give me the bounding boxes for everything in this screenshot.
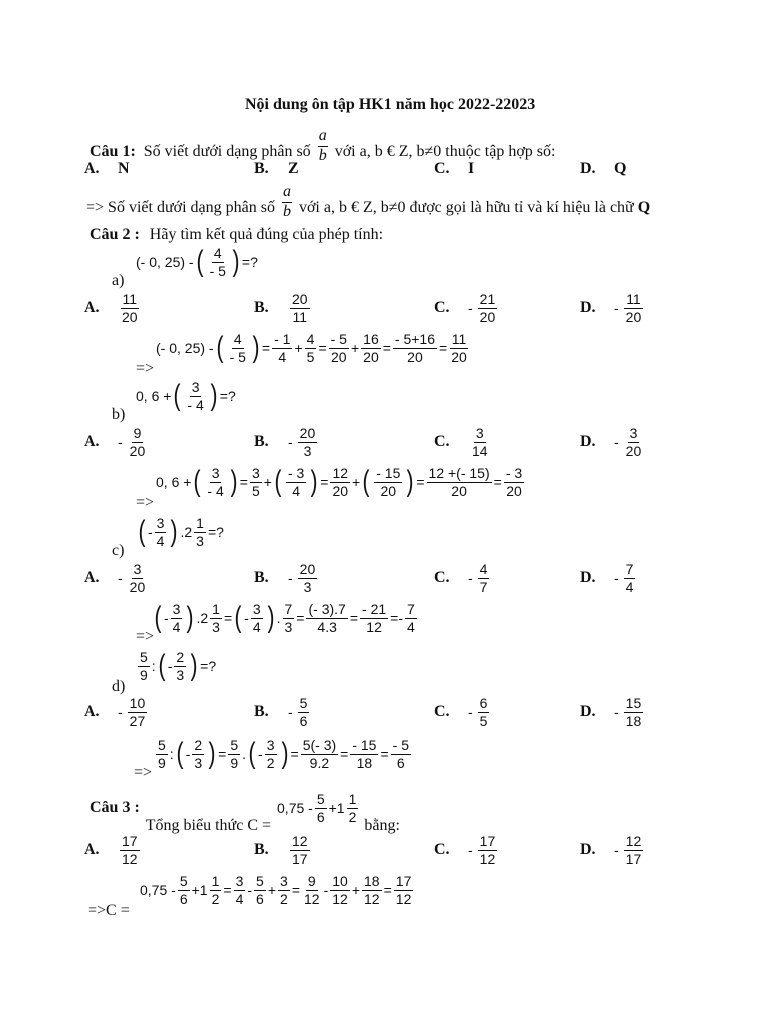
question-2-label: Câu 2 : [90, 226, 140, 243]
q2a-option-c: C. - $\frac{21}{20}$ [434, 291, 496, 325]
q2b-option-b: B. - $\frac{20}{3}$ [254, 425, 316, 459]
question-3-answer-prefix: =>C = [88, 902, 130, 919]
q2a-option-a: A. $\frac{11}{20}$ [84, 291, 138, 325]
solution-2a: (- 0, 25) - ( $\frac{4}{- 5}$ ) = $\frac{- 1}{4}$ + $\frac{4}{5}$ = $\frac{- 5}{20}$ + $\frac{16}{20}$ = $\frac{- 5+16}{20}$ = $\frac{11}{20}$ [156, 331, 467, 365]
part-label-d: d) [112, 678, 126, 695]
q2d-option-c: C. - $\frac{6}{5}$ [434, 695, 488, 729]
fraction-a-over-b: $\frac{a}{b}$ [318, 127, 327, 164]
expression-2a: (- 0, 25) - ( $\frac{4}{- 5}$ ) =? [136, 245, 258, 279]
q1-option-d: D. Q [580, 160, 627, 177]
question-1-text-after: với a, b € Z, b≠0 thuộc tập hợp số: [334, 143, 556, 161]
q2c-option-b: B. - $\frac{20}{3}$ [254, 561, 316, 595]
question-1 [90, 127, 556, 171]
question-3-text-after: bằng: [364, 817, 400, 835]
solution-2d: $\frac{5}{9}$ : ( - $\frac{2}{3}$ ) = $\frac{5}{9}$ . ( - $\frac{3}{2}$ ) = $\frac{5(- 3)}{9.2}$ = $\frac{- 15}{18}$ = $\frac{- 5}{6}$ [158, 737, 409, 771]
question-3-text-before: Tổng biểu thức C = [145, 817, 272, 835]
q2d-option-b: B. - $\frac{5}{6}$ [254, 695, 308, 729]
expression-2c: ( - $\frac{3}{4}$ ) .2 $\frac{1}{3}$ =? [138, 515, 224, 549]
q2c-option-c: C. - $\frac{4}{7}$ [434, 561, 488, 595]
q2b-option-a: A. - $\frac{9}{20}$ [84, 425, 146, 459]
q3-option-d: D. - $\frac{12}{17}$ [580, 833, 642, 867]
q2a-option-b: B. $\frac{20}{11}$ [254, 291, 308, 325]
q2d-option-a: A. - $\frac{10}{27}$ [84, 695, 146, 729]
q3-option-c: C. - $\frac{17}{12}$ [434, 833, 496, 867]
arrow: => [134, 764, 153, 781]
part-label-a: a) [112, 272, 125, 289]
question-1-text-before: Số viết dưới dạng phân số [143, 143, 311, 161]
expression-2d: $\frac{5}{9}$ : ( - $\frac{2}{3}$ ) =? [140, 649, 217, 683]
question-1-answer-text: với a, b € Z, b≠0 được gọi là hữu tỉ và kí hiệu là chữ [298, 199, 634, 217]
q1-option-c: C. I [434, 160, 475, 177]
question-1-answer-letter: Q [637, 199, 651, 217]
question-1-answer-prefix: => Số viết dưới dạng phân số [86, 199, 275, 217]
question-2-text: Hãy tìm kết quả đúng của phép tính: [149, 226, 384, 243]
q2d-option-d: D. - $\frac{15}{18}$ [580, 695, 642, 729]
expression-3: 0,75 - $\frac{5}{6}$ +1 $\frac{1}{2}$ [277, 791, 357, 825]
question-2 [90, 226, 383, 244]
arrow: => [136, 494, 155, 511]
part-label-b: b) [112, 406, 126, 423]
question-1-answer [86, 183, 651, 227]
q2b-option-d: D. - $\frac{3}{20}$ [580, 425, 642, 459]
part-label-c: c) [112, 542, 125, 559]
q2b-option-c: C. $\frac{3}{14}$ [434, 425, 488, 459]
q1-option-b: B. Z [254, 160, 299, 177]
question-1-label: Câu 1: [90, 143, 136, 161]
arrow: => [136, 628, 155, 645]
question-3-label: Câu 3 : [90, 799, 140, 817]
q2c-option-d: D. - $\frac{7}{4}$ [580, 561, 634, 595]
q3-option-a: A. $\frac{17}{12}$ [84, 833, 138, 867]
q2a-option-d: D. - $\frac{11}{20}$ [580, 291, 642, 325]
q3-option-b: B. $\frac{12}{17}$ [254, 833, 308, 867]
solution-2b: 0, 6 + ( $\frac{3}{- 4}$ ) = $\frac{3}{5}$ + ( $\frac{- 3}{4}$ ) = $\frac{12}{20}$ + ( $\frac{- 15}{20}$ ) = $\frac{12 +(- 15)}{20}$ = $\frac{- 3}{20}$ [156, 465, 523, 499]
arrow: => [136, 360, 155, 377]
solution-3: 0,75 - $\frac{5}{6}$ +1 $\frac{1}{2}$ = $\frac{3}{4}$ - $\frac{5}{6}$ + $\frac{3}{2}$ = $\frac{9}{12}$ - $\frac{10}{12}$ + $\frac{18}{12}$ = $\frac{17}{12}$ [140, 873, 412, 907]
fraction-a-over-b: $\frac{a}{b}$ [282, 183, 291, 220]
page-title: Nội dung ôn tập HK1 năm học 2022-22023 [245, 96, 536, 113]
solution-2c: ( - $\frac{3}{4}$ ) .2 $\frac{1}{3}$ = ( - $\frac{3}{4}$ ) . $\frac{7}{3}$ = $\frac{(- 3).7}{4.3}$ = $\frac{- 21}{12}$ =- $\frac{7}{4}$ [154, 601, 415, 635]
expression-2b: 0, 6 + ( $\frac{3}{- 4}$ ) =? [136, 379, 236, 413]
question-3 [90, 791, 400, 835]
q1-option-a: A. N [84, 160, 130, 177]
q2c-option-a: A. - $\frac{3}{20}$ [84, 561, 146, 595]
